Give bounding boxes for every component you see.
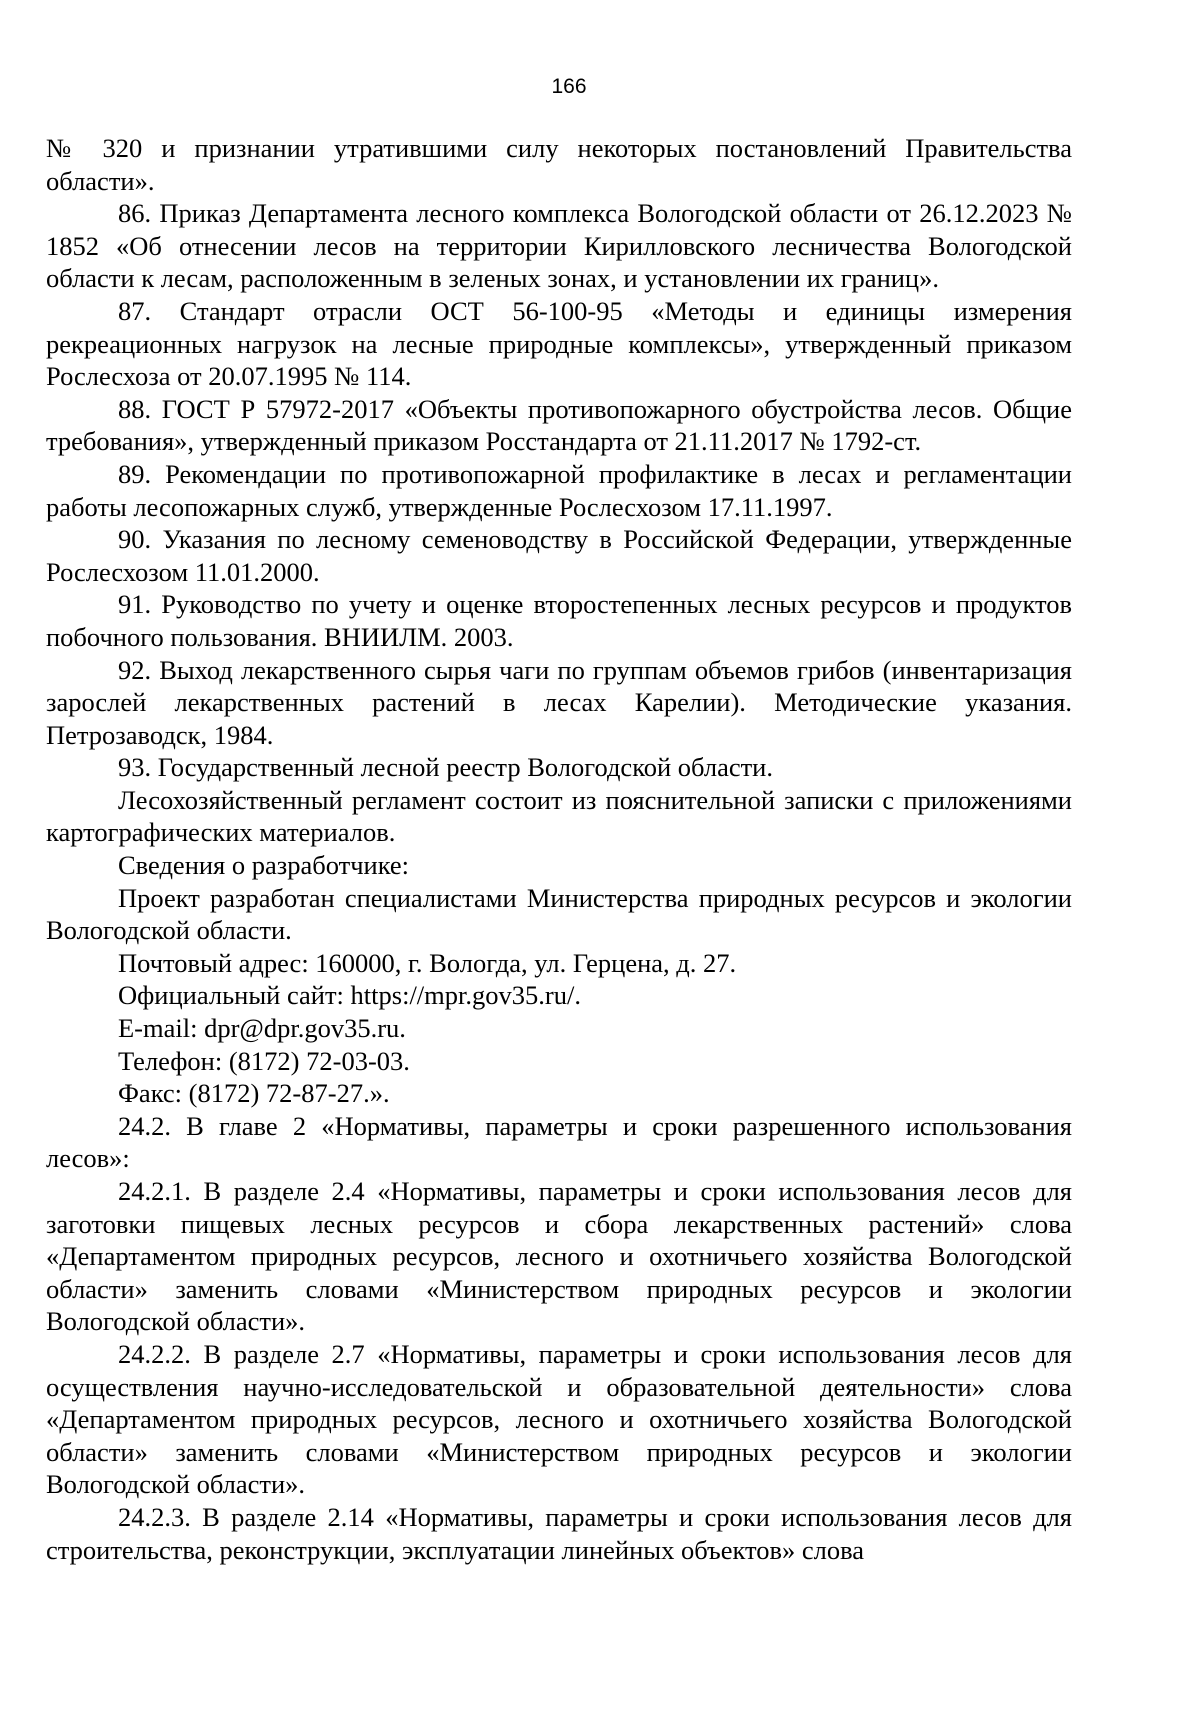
paragraph-regulation-structure: Лесохозяйственный регламент состоит из пояснительной записки с приложениями картографических материалов.	[46, 784, 1072, 848]
paragraph-phone: Телефон: (8172) 72-03-03.	[118, 1045, 410, 1076]
paragraph-developer-heading: Сведения о разработчике:	[118, 850, 410, 881]
paragraph-section-24-2-1: 24.2.1. В разделе 2.4 «Нормативы, параметры и сроки использования лесов для заготовки пищевых лесных ресурсов и сбора лекарственных растений» слова «Департаментом природных ресурсов, лесного и охотничьего хозяйства Вологодской области» заменить словами «Министерством природных ресурсов и экологии Вологодской области».	[46, 1176, 1072, 1337]
paragraph-item-90: 90. Указания по лесному семеноводству в Российской Федерации, утвержденные Рослесхозом 11.01.2000.	[46, 524, 1072, 587]
paragraph-item-87: 87. Стандарт отрасли ОСТ 56-100-95 «Методы и единицы измерения рекреационных нагрузок на лесные природные комплексы», утвержденный приказом Рослесхоза от 20.07.1995 № 114.	[46, 295, 1072, 392]
paragraph-item-89: 89. Рекомендации по противопожарной профилактике в лесах и регламентации работы лесопожарных служб, утвержденные Рослесхозом 17.11.1997.	[46, 458, 1072, 522]
page-number: 166	[551, 75, 587, 98]
paragraph-postal-address: Почтовый адрес: 160000, г. Вологда, ул. Герцена, д. 27.	[118, 947, 737, 978]
paragraph-item-92: 92. Выход лекарственного сырья чаги по группам объемов грибов (инвентаризация зарослей лекарственных растений в лесах Карелии). Методические указания. Петрозаводск, 1984.	[46, 654, 1072, 750]
paragraph-section-24-2-2: 24.2.2. В разделе 2.7 «Нормативы, параметры и сроки использования лесов для осуществления научно-исследовательской и образовательной деятельности» слова «Департаментом природных ресурсов, лесного и охотничьего хозяйства Вологодской области» заменить словами «Министерством природных ресурсов и экологии Вологодской области».	[46, 1338, 1072, 1500]
paragraph-item-86: 86. Приказ Департамента лесного комплекса Вологодской области от 26.12.2023 № 1852 «Об отнесении лесов на территории Кирилловского лесничества Вологодской области к лесам, расположенным в зеленых зонах, и установлении их границ».	[46, 198, 1072, 294]
paragraph-section-24-2-3: 24.2.3. В разделе 2.14 «Нормативы, параметры и сроки использования лесов для строительства, реконструкции, эксплуатации линейных объектов» слова	[46, 1501, 1072, 1565]
paragraph-item-93: 93. Государственный лесной реестр Вологодской области.	[118, 752, 773, 783]
paragraph-item-88: 88. ГОСТ Р 57972-2017 «Объекты противопожарного обустройства лесов. Общие требования», утвержденный приказом Росстандарта от 21.11.2017 № 1792-ст.	[46, 393, 1072, 457]
paragraph-email: E-mail: dpr@dpr.gov35.ru.	[118, 1013, 406, 1044]
paragraph-fax: Факс: (8172) 72-87-27.».	[118, 1078, 390, 1109]
document-page	[46, 70, 1072, 1566]
paragraph-continuation: № 320 и признании утратившими силу некоторых постановлений Правительства области».	[46, 133, 1072, 196]
paragraph-item-91: 91. Руководство по учету и оценке второстепенных лесных ресурсов и продуктов побочного пользования. ВНИИЛМ. 2003.	[46, 589, 1072, 652]
paragraph-developer-info: Проект разработан специалистами Министерства природных ресурсов и экологии Вологодской области.	[46, 882, 1072, 946]
paragraph-section-24-2: 24.2. В главе 2 «Нормативы, параметры и сроки разрешенного использования лесов»:	[46, 1110, 1072, 1174]
paragraph-website: Официальный сайт: https://mpr.gov35.ru/.	[118, 980, 581, 1011]
